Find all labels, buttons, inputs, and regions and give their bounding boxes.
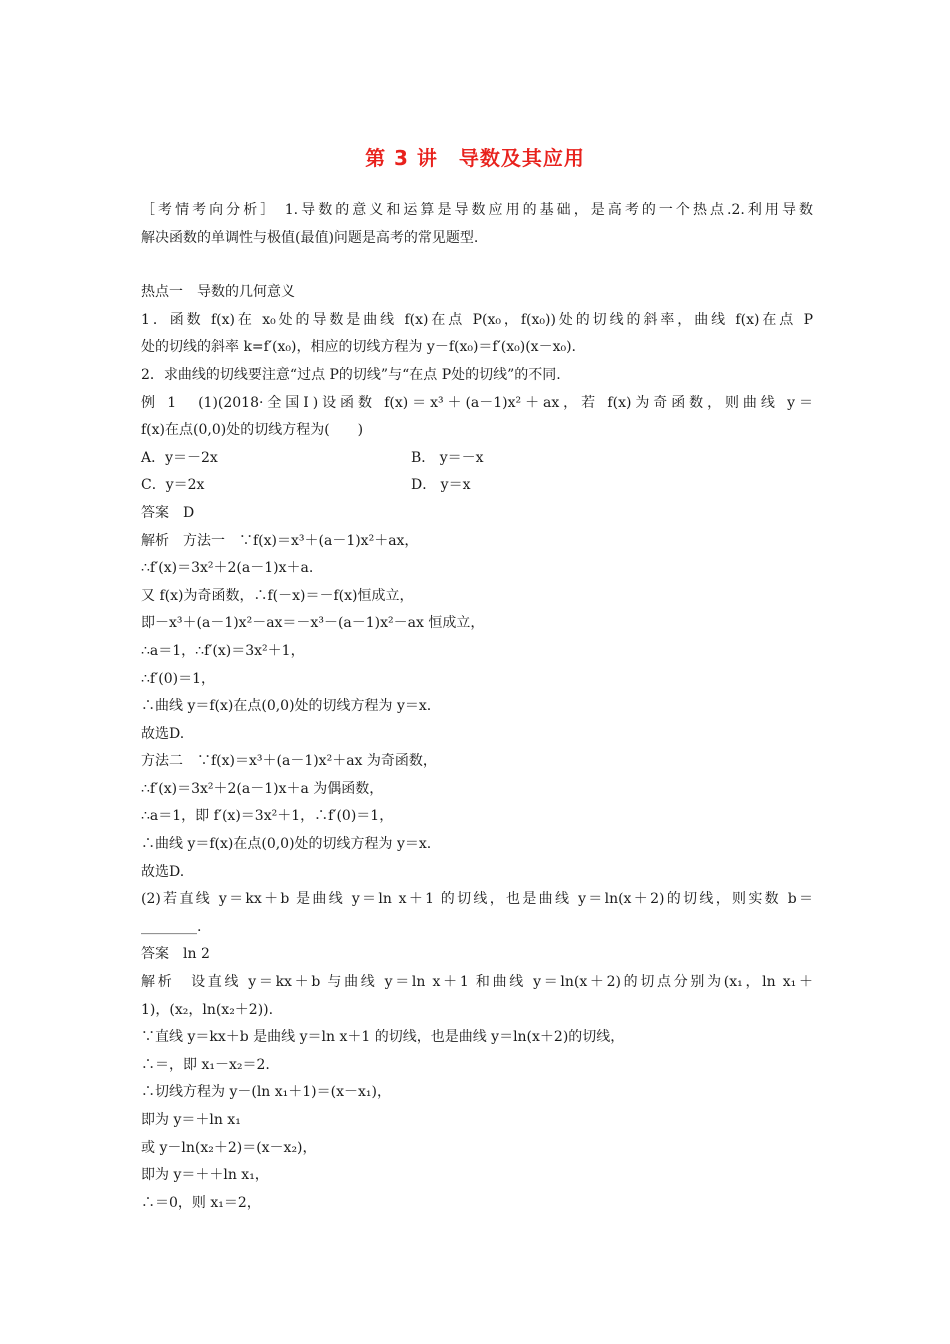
option-a: A．y＝－2x xyxy=(141,449,218,466)
question-line: (2)若直线 y＝kx＋b 是曲线 y＝ln x＋1 的切线，也是曲线 y＝ln(x＋2)的切线，则实数 b＝ xyxy=(141,891,813,908)
answer-line: 答案 ln 2 xyxy=(141,946,210,963)
option-d: D． y＝x xyxy=(411,477,471,494)
solution-line: 即为 y＝＋＋ln x₁， xyxy=(141,1167,269,1184)
intro-line: ［考情考向分析］ 1.导数的意义和运算是导数应用的基础，是高考的一个热点.2.利用导数 xyxy=(141,202,813,218)
text-line: 1．函数 f(x)在 x₀处的导数是曲线 f(x)在点 P(x₀，f(x₀))处的切线的斜率，曲线 f(x)在点 P xyxy=(141,311,813,328)
solution-line: 方法二 ∵f(x)＝x³＋(a－1)x²＋ax 为奇函数， xyxy=(141,753,437,770)
answer-line: 答案 D xyxy=(141,504,195,521)
solution-line: 解析 方法一 ∵f(x)＝x³＋(a－1)x²＋ax， xyxy=(141,532,419,549)
option-b: B． y＝－x xyxy=(411,449,484,466)
options-row xyxy=(141,445,813,473)
text-line: 2．求曲线的切线要注意“过点 P的切线”与“在点 P处的切线”的不同. xyxy=(141,366,561,383)
page-title: 第 3 讲 导数及其应用 xyxy=(365,146,585,170)
options-row xyxy=(141,472,813,500)
intro-line: 解决函数的单调性与极值(最值)问题是高考的常见题型. xyxy=(141,229,479,246)
solution-line: ∴切线方程为 y－(ln x₁＋1)＝(x－x₁)， xyxy=(141,1084,391,1101)
solution-line: 即为 y＝＋ln x₁ xyxy=(141,1112,241,1128)
example-line: f(x)在点(0,0)处的切线方程为( ) xyxy=(141,422,364,439)
solution-line: 即－x³＋(a－1)x²－ax＝－x³－(a－1)x²－ax 恒成立， xyxy=(141,615,485,632)
answer-blank: ________. xyxy=(141,918,202,935)
solution-line: ∴a＝1，即 f′(x)＝3x²＋1，∴f′(0)＝1， xyxy=(141,808,394,825)
solution-line: ∴＝0，则 x₁＝2， xyxy=(141,1194,261,1211)
solution-line: ∴曲线 y＝f(x)在点(0,0)处的切线方程为 y＝x. xyxy=(141,698,432,715)
solution-line: 或 y－ln(x₂＋2)＝(x－x₂)， xyxy=(141,1139,317,1156)
solution-line: ∴曲线 y＝f(x)在点(0,0)处的切线方程为 y＝x. xyxy=(141,836,432,853)
example-line: 例 1 (1)(2018·全国Ⅰ)设函数 f(x)＝x³＋(a－1)x²＋ax，若 f(x)为奇函数，则曲线 y＝ xyxy=(141,394,813,411)
solution-line: 又 f(x)为奇函数，∴f(－x)＝－f(x)恒成立， xyxy=(141,587,414,604)
solution-line: 解析 设直线 y＝kx＋b 与曲线 y＝ln x＋1 和曲线 y＝ln(x＋2)的切点分别为(x₁，ln x₁＋ xyxy=(141,974,813,991)
solution-line: ∴f′(x)＝3x²＋2(a－1)x＋a. xyxy=(141,560,314,577)
solution-line: ∴＝，即 x₁－x₂＝2. xyxy=(141,1056,270,1073)
solution-line: ∵直线 y＝kx＋b 是曲线 y＝ln x＋1 的切线，也是曲线 y＝ln(x＋2)的切线， xyxy=(141,1029,625,1046)
text-line: 处的切线的斜率 k=f′(x₀)，相应的切线方程为 y－f(x₀)＝f′(x₀)(x－x₀). xyxy=(141,339,576,356)
option-c: C．y＝2x xyxy=(141,477,205,494)
solution-line: 故选D. xyxy=(141,863,185,880)
solution-line: ∴f′(x)＝3x²＋2(a－1)x＋a 为偶函数， xyxy=(141,780,384,797)
document-body xyxy=(141,197,813,1217)
solution-line: 故选D. xyxy=(141,725,185,742)
solution-line: ∴f′(0)＝1， xyxy=(141,670,216,687)
solution-line: 1)，(x₂，ln(x₂＋2)). xyxy=(141,1001,274,1018)
spacer xyxy=(141,252,813,279)
section-heading: 热点一 导数的几何意义 xyxy=(141,284,295,301)
solution-line: ∴a＝1，∴f′(x)＝3x²＋1， xyxy=(141,642,305,659)
